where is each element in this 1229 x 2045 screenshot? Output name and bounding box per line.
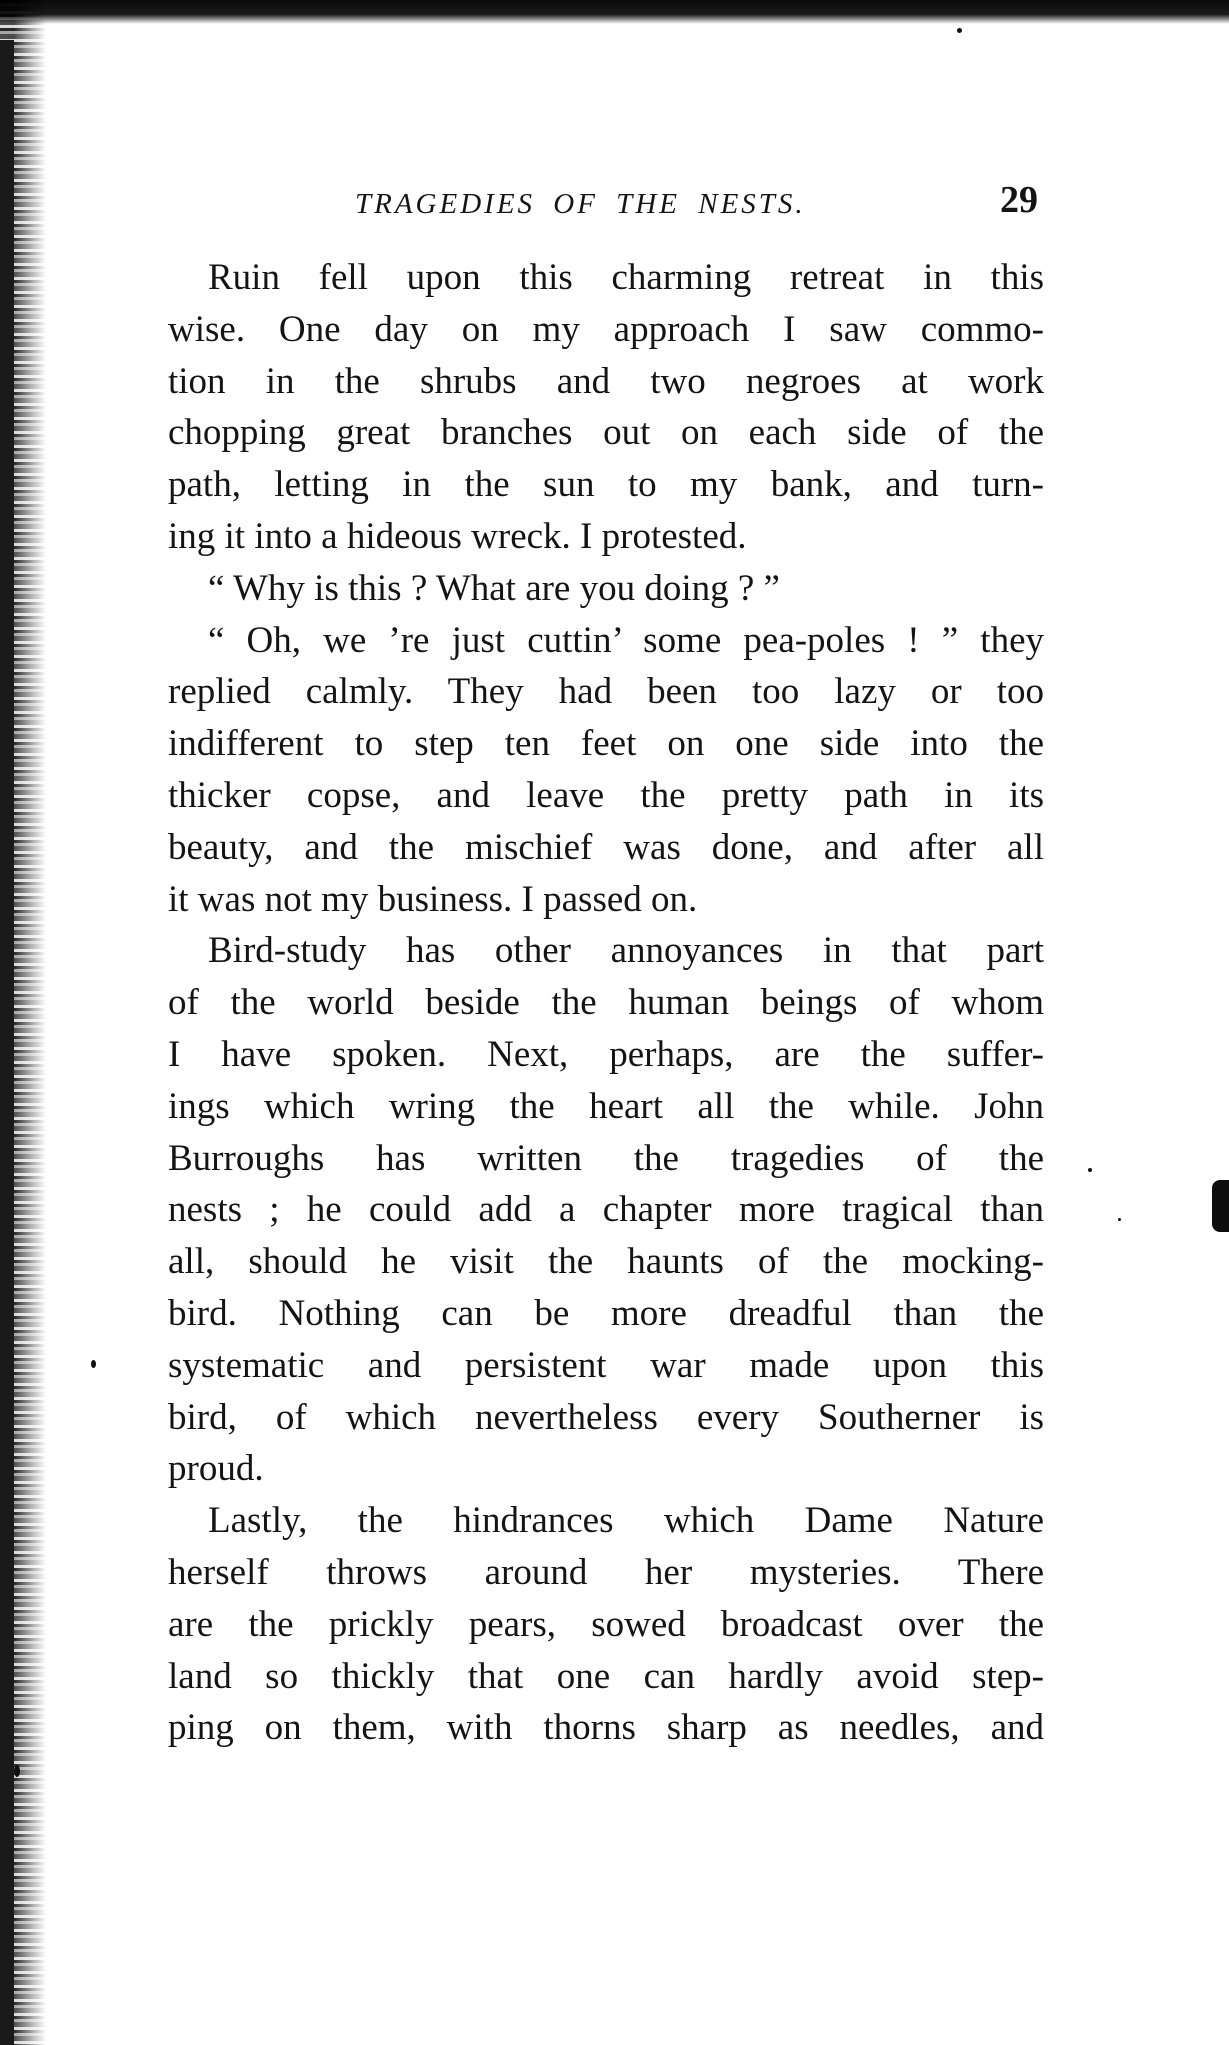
ink-speck [1088,1168,1092,1172]
text-line: I have spoken. Next, perhaps, are the suffer- [168,1033,1044,1075]
scan-edge-left-shadow [0,40,14,2045]
ink-speck [14,1765,20,1777]
text-line: ping on them, with thorns sharp as needles, and [168,1707,1044,1749]
text-line: path, letting in the sun to my bank, and turn- [168,464,1044,506]
paragraph-3 [168,615,1044,926]
text-line: herself throws around her mysteries. There [168,1551,1044,1593]
text-line: it was not my business. I passed on. [168,878,698,920]
text-line: bird. Nothing can be more dreadful than the [168,1292,1044,1334]
text-line: are the prickly pears, sowed broadcast over the [168,1603,1044,1645]
text-line: Burroughs has written the tragedies of the [168,1137,1044,1179]
paragraph-5 [168,1495,1044,1754]
text-line: “ Why is this ? What are you doing ? ” [208,567,780,609]
text-line: Ruin fell upon this charming retreat in this [208,257,1044,298]
paragraph-1 [168,252,1044,563]
text-line: nests ; he could add a chapter more tragical than [168,1189,1044,1231]
text-line: ing it into a hideous wreck. I protested. [168,515,747,557]
text-line: chopping great branches out on each side of the [168,412,1044,454]
ink-speck [957,28,962,33]
text-line: land so thickly that one can hardly avoid step- [168,1655,1044,1697]
page-number: 29 [1000,179,1038,221]
text-line: wise. One day on my approach I saw commo- [168,308,1044,350]
paragraph-2 [168,563,1044,615]
text-line: tion in the shrubs and two negroes at work [168,360,1044,402]
paragraph-4 [168,925,1044,1495]
text-line: Bird-study has other annoyances in that part [208,930,1044,972]
text-line: thicker copse, and leave the pretty path in its [168,774,1044,816]
body-text [168,252,1044,1754]
text-line: beauty, and the mischief was done, and after all [168,826,1044,868]
text-line: replied calmly. They had been too lazy or too [168,671,1044,713]
text-line: indifferent to step ten feet on one side into the [168,723,1044,765]
text-line: “ Oh, we ’re just cuttin’ some pea-poles ! ” they [208,619,1044,661]
running-head: TRAGEDIES OF THE NESTS. [355,188,806,220]
ink-blot [1212,1180,1229,1232]
text-line: all, should he visit the haunts of the mocking- [168,1241,1044,1283]
text-line: ings which wring the heart all the while. John [168,1085,1044,1127]
text-line: bird, of which nevertheless every Southerner is [168,1396,1044,1438]
ink-speck [1118,1218,1121,1221]
text-line: proud. [168,1448,264,1490]
ink-speck [91,1360,96,1368]
text-line: of the world beside the human beings of whom [168,982,1044,1024]
text-line: systematic and persistent war made upon this [168,1344,1044,1386]
scan-edge-top [0,0,1229,24]
text-line: Lastly, the hindrances which Dame Nature [208,1500,1044,1542]
